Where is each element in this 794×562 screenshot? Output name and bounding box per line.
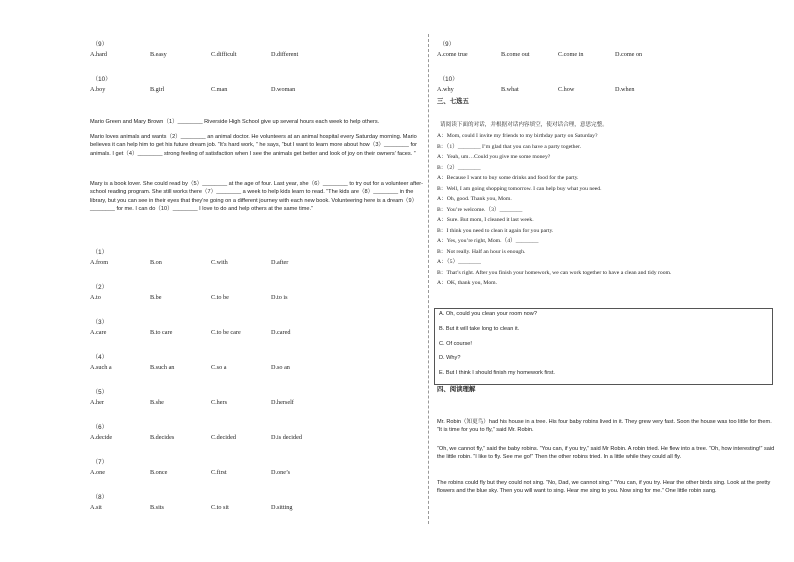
question-number: （6）: [92, 424, 108, 431]
option: A.why: [437, 86, 454, 93]
dialogue-line: B：You’re welcome.（3）________: [437, 207, 523, 213]
option: C.decided: [211, 434, 236, 441]
option: B.girl: [150, 86, 165, 93]
dialogue-line: A：Mom, could I invite my friends to my birthday party on Saturday?: [437, 133, 598, 139]
instruction: 请阅读下面的对话，并根据对话内容填空，使对话合理，意思完整。: [440, 122, 608, 128]
question-number: （3）: [92, 319, 108, 326]
option: A.one: [90, 469, 105, 476]
option: C.how: [558, 86, 575, 93]
passage-paragraph: Mario Green and Mary Brown（1）________ Riverside High School give up several hours each week to help others.: [90, 119, 380, 125]
choice-option: B. But it will take long to clean it.: [439, 326, 520, 332]
choice-option: A. Oh, could you clean your room now?: [439, 311, 537, 317]
option: B.on: [150, 259, 162, 266]
option: D.to is: [271, 294, 288, 301]
option: B.she: [150, 399, 164, 406]
option: C.to be: [211, 294, 229, 301]
option: D.when: [615, 86, 635, 93]
dialogue-line: A：Yes, you’re right, Mom.（4）________: [437, 238, 539, 244]
option: B.such an: [150, 364, 175, 371]
option: C.to sit: [211, 504, 229, 511]
option: B.sits: [150, 504, 164, 511]
question-number: （9）: [92, 41, 108, 48]
passage-paragraph: Mary is a book lover. She could read by（5）________ at the age of four. Last year, she（6）________ to try out for a volunteer after-school reading program. She still works there（7）________ a week to help kids learn to read. “The kids are（8）________ in the library, but you can see in their eyes that they’re going on a different journey with each new book. Volunteering here is a dream（9）________ for me. I can do（10）________ I love to do and help others at the same time.”: [90, 181, 424, 212]
dialogue-line: B：（2）________: [437, 165, 481, 171]
option: A.hard: [90, 51, 108, 58]
dialogue-line: A：Sure. But mom, I cleaned it last week.: [437, 217, 534, 223]
dialogue-line: B：That’s right. After you finish your homework, we can work together to have a clean and tidy room.: [437, 270, 672, 276]
option: A.care: [90, 329, 107, 336]
choice-option: D. Why?: [439, 355, 461, 361]
option: C.to be care: [211, 329, 241, 336]
option: C.hers: [211, 399, 227, 406]
option: A.to: [90, 294, 101, 301]
option: B.easy: [150, 51, 167, 58]
choices-box: [434, 308, 773, 385]
dialogue-line: B：Well, I am going shopping tomorrow. I can help buy what you need.: [437, 186, 602, 192]
question-number: （4）: [92, 354, 108, 361]
option: D.woman: [271, 86, 296, 93]
option: C.man: [211, 86, 228, 93]
question-number: （8）: [92, 494, 108, 501]
dialogue-line: B：（1）________ I’m glad that you can have a party together.: [437, 144, 582, 150]
option: A.decide: [90, 434, 113, 441]
option: C.first: [211, 469, 227, 476]
option: D.so an: [271, 364, 290, 371]
option: D.sitting: [271, 504, 293, 511]
option: D.herself: [271, 399, 294, 406]
option: A.come true: [437, 51, 468, 58]
option: A.her: [90, 399, 104, 406]
dialogue-line: B：Not really. Half an hour is enough.: [437, 249, 526, 255]
question-number: （7）: [92, 459, 108, 466]
section-title: 三、七选五: [437, 98, 469, 105]
question-number: （10）: [92, 76, 112, 83]
option: D.cared: [271, 329, 291, 336]
dialogue-line: A：Yeah, um…Could you give me some money?: [437, 154, 551, 160]
option: A.sit: [90, 504, 102, 511]
reading-paragraph: Mr. Robin（知更鸟）had his house in a tree. His four baby robins lived in it. They grew very fast. Soon the house was too little for them. “It is time for you to fly,” said Mr. Robin.: [437, 419, 772, 434]
choice-option: C. Of course!: [439, 341, 472, 347]
option: B.come out: [501, 51, 530, 58]
option: C.with: [211, 259, 228, 266]
dialogue-line: A：OK, thank you, Mom.: [437, 280, 498, 286]
option: D.is decided: [271, 434, 302, 441]
option: D.come on: [615, 51, 643, 58]
reading-paragraph: The robins could fly but they could not sing. “No, Dad, we cannot sing.” “You can, if you try. Hear the other birds sing. Look at the pretty flowers and the blue sky. Then you will want to sing. Hear me sing to you. Now sing for me.” One little robin sang.: [437, 480, 771, 495]
option: B.be: [150, 294, 162, 301]
option: C.so a: [211, 364, 227, 371]
choice-option: E. But I think I should finish my homework first.: [439, 370, 555, 376]
option: A.from: [90, 259, 109, 266]
dialogue-line: A：Oh, good. Thank you, Mom.: [437, 196, 512, 202]
question-number: （9）: [439, 41, 455, 48]
reading-paragraph: “Oh, we cannot fly,” said the baby robins. “You can, if you try,” said Mr Robin. A robin tried. He flew into a tree. “Oh, how interesting!” said the little robin. “I like to fly. See me go!” Then the other robins tried. In a little while they could all fly.: [437, 446, 775, 461]
option: B.once: [150, 469, 168, 476]
question-number: （5）: [92, 389, 108, 396]
passage-paragraph: Mario loves animals and wants（2）________ an animal doctor. He volunteers at an animal hospital every Saturday morning. Mario believes it can help him to get his future dream job. “It’s hard work, ” he says, “but I want to learn more about how（3）________ for animals. I get（4）________ strong feeling of satisfaction when I see the animals get better and look of joy on their owners’ faces. ”: [90, 134, 417, 157]
option: D.after: [271, 259, 289, 266]
option: B.decides: [150, 434, 175, 441]
option: A.such a: [90, 364, 112, 371]
option: D.different: [271, 51, 299, 58]
question-number: （1）: [92, 249, 108, 256]
option: D.one’s: [271, 469, 291, 476]
option: C.difficult: [211, 51, 237, 58]
section-title: 四、阅读理解: [437, 386, 476, 393]
option: B.to care: [150, 329, 173, 336]
option: A.boy: [90, 86, 106, 93]
option: B.what: [501, 86, 519, 93]
question-number: （10）: [439, 76, 459, 83]
dialogue-line: A：（5）________: [437, 259, 481, 265]
option: C.come in: [558, 51, 584, 58]
column-divider: [428, 34, 429, 524]
question-number: （2）: [92, 284, 108, 291]
dialogue-line: B：I think you need to clean it again for you party.: [437, 228, 554, 234]
dialogue-line: A：Because I want to buy some drinks and food for the party.: [437, 175, 579, 181]
